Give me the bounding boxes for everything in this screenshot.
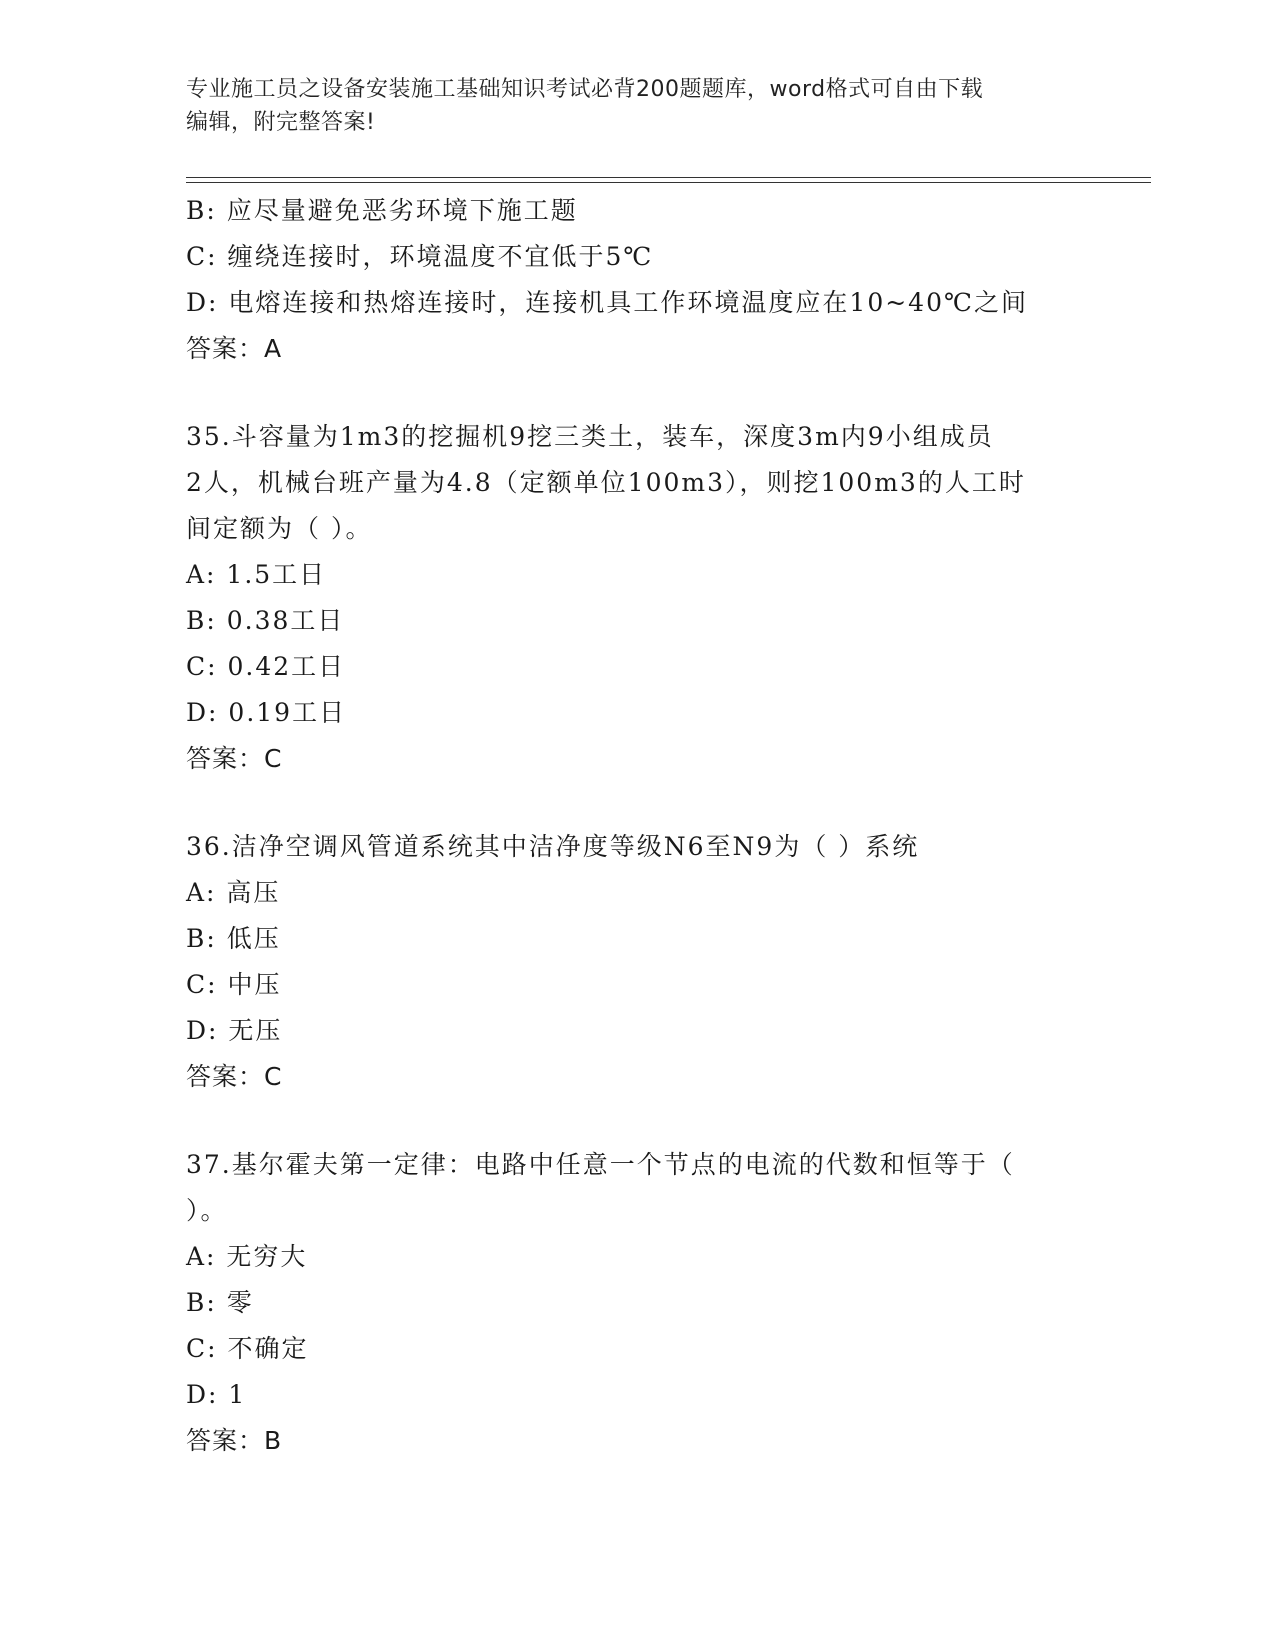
option-c: C: 不确定 (186, 1334, 309, 1363)
question-37 (186, 1142, 1086, 1464)
question-gap (186, 372, 1086, 414)
option-d: D: 无压 (186, 1016, 283, 1045)
answer-line: 答案：C (186, 1062, 283, 1091)
question-35 (186, 414, 1086, 782)
question-text-line: 2人，机械台班产量为4.8（定额单位100m3），则挖100m3的人工时 (186, 468, 1026, 497)
option-c: C: 0.42工日 (186, 652, 346, 681)
question-gap (186, 782, 1086, 824)
header-divider-top (186, 177, 1151, 178)
question-text-line: 37.基尔霍夫第一定律：电路中任意一个节点的电流的代数和恒等于（ (186, 1150, 1015, 1179)
header-line-2: 编辑，附完整答案! (186, 110, 376, 135)
question-text-line: 间定额为（ ）。 (186, 514, 373, 543)
option-b: B: 应尽量避免恶劣环境下施工题 (186, 196, 578, 225)
option-d: D: 1 (186, 1380, 247, 1409)
question-36 (186, 824, 1086, 1100)
question-text-line: 36.洁净空调风管道系统其中洁净度等级N6至N9为（ ）系统 (186, 832, 920, 861)
option-b: B: 低压 (186, 924, 281, 953)
option-c: C: 缠绕连接时，环境温度不宜低于5℃ (186, 242, 654, 271)
option-a: A: 1.5工日 (186, 560, 327, 589)
question-gap (186, 1100, 1086, 1142)
answer-line: 答案：A (186, 334, 283, 363)
question-34-tail (186, 188, 1086, 372)
option-d: D: 电熔连接和热熔连接时，连接机具工作环境温度应在10~40℃之间 (186, 288, 1028, 317)
header-line-1: 专业施工员之设备安装施工基础知识考试必背200题题库，word格式可自由下载 (186, 77, 984, 102)
header-divider-bottom (186, 182, 1151, 183)
question-text-line: 35.斗容量为1m3的挖掘机9挖三类土，装车，深度3m内9小组成员 (186, 422, 994, 451)
option-b: B: 零 (186, 1288, 254, 1317)
option-a: A: 高压 (186, 878, 281, 907)
question-text-line: ）。 (186, 1196, 228, 1225)
option-b: B: 0.38工日 (186, 606, 345, 635)
answer-line: 答案：B (186, 1426, 283, 1455)
option-a: A: 无穷大 (186, 1242, 308, 1271)
document-header (186, 73, 1086, 139)
answer-line: 答案：C (186, 744, 283, 773)
option-d: D: 0.19工日 (186, 698, 347, 727)
question-content (186, 188, 1086, 1464)
option-c: C: 中压 (186, 970, 282, 999)
